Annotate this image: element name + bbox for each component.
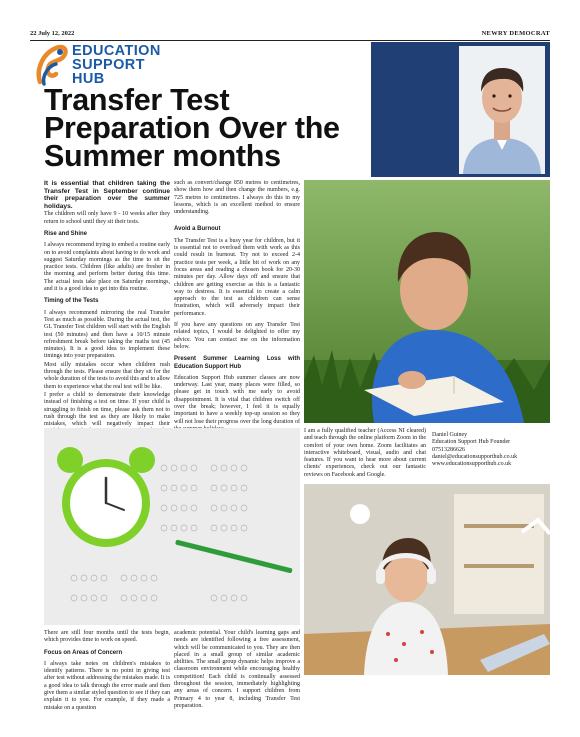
logo-line-3: HUB — [72, 71, 105, 87]
paragraph: There are still four months until the tests begin, which provides time to work on speed. — [44, 630, 170, 644]
page-header — [30, 29, 550, 41]
publication-name: NEWRY DEMOCRAT — [481, 30, 550, 37]
subheading-timing: Timing of the Tests — [44, 298, 99, 305]
logo-swirl-icon — [34, 42, 70, 86]
logo-line-2: SUPPORT — [72, 57, 145, 73]
subheading-areas-of-concern: Focus on Areas of Concern — [44, 649, 123, 656]
paragraph: The Transfer Test is a busy year for children, but it is essential not to overload them with work as this could result in burnout. Try not to exceed 2-4 practice tests per week, a little bit of work on any focus areas and reading a chosen book for 20-30 minutes per day. Allow days off and ensure that children are getting exercise as this is a fantastic way to destress. It is essential to create a calm approach to the test as children can sense frustration, which will adversely impact their performance. — [174, 237, 300, 317]
paragraph: I prefer a child to demonstrate their knowledge instead of finishing a test on time. If your child is struggling to finish on time, please ask them not to rush through the test as they are likely to make mistakes, which will negatively impact their — [44, 391, 170, 428]
contact-website: www.educationsupporthub.co.uk — [432, 461, 512, 468]
author-portrait-photo — [459, 46, 545, 174]
paragraph: I always recommend mirroring the real Transfer Test as much as possible. During the actual test, the GL Transfer Test children will start with the English test (50 minutes) and then have a 10/15 minute refreshment break before taking the maths test (45 minutes). It is a good idea to implement these timings into your preparation. — [44, 309, 170, 360]
paragraph: Most silly mistakes occur when children rush through the tests. Please ensure that they sit for the whole duration of the tests to avoid this and to allow them to experience what the real test will be like. — [44, 361, 170, 390]
paragraph: I am a fully qualified teacher (Access NI cleared) and teach through the online platform Zoom in the comfort of your own home. Zoom facilitates an interactive whiteboard, visual, audio and chat features. If you want to hear more about current clients' experiences, check out our fantastic reviews on Facebook and Google. — [304, 428, 426, 478]
page-date: 22 July 12, 2022 — [30, 30, 75, 37]
contact-phone: 07513286626 — [432, 446, 465, 453]
subheading-summer-learning: Present Summer Learning Loss with Education Support Hub — [174, 356, 300, 370]
article-headline: Transfer Test Preparation Over the Summer months — [44, 83, 340, 173]
boy-reading-photo — [304, 180, 550, 423]
paragraph: Education Support Hub summer classes are now underway. Last year, many places were filled, so please get in touch with me early to avoid disappointment. It is vital that children switch off over the break; however, I feel it is equally important to have a weekly top-up session so they will not lose their progress over the long duration of — [174, 374, 300, 425]
paragraph: such as convert/change 850 metres to centimetres, show them how and then change the numbers, e.g. 725 metres to centimetres. I always do this in my lessons, which is an excellent method to ensure understanding. — [174, 180, 300, 216]
contact-email: daniel@educationsupporthub.co.uk — [432, 453, 518, 460]
logo-line-1: EDUCATION — [72, 43, 161, 59]
subheading-avoid-burnout: Avoid a Burnout — [174, 226, 221, 233]
paragraph: I always recommend trying to embed a routine early on to avoid complaints about having to do work and suggest Saturday mornings as the time to sit the practice tests. Children (like adults) are fresher in the morning and perform better during this time. The actual tests take place on Saturday mornings, and it is a good idea to get into this routine. — [44, 242, 170, 293]
article-column-3 — [304, 428, 426, 480]
contact-role: Education Support Hub Founder — [432, 439, 511, 446]
subheading-rise-and-shine: Rise and Shine — [44, 230, 88, 237]
paragraph: The children will only have 9 - 10 weeks after they return to school until they sit their tests. — [44, 211, 170, 225]
article-column-6 — [174, 630, 300, 711]
paragraph: academic potential. Your child's learning gaps and needs are identified following a free assessment, which will be communicated to you. They are then placed in a small group of similar academic abilities. The small group dynamic helps improve a classroom environment while encouraging healthy competition! Each child is continually assessed throughout the session, immediately highlighting any areas of concern. I support children from Primary 4 to year 8, including Transfer Test preparation. — [174, 630, 300, 709]
contact-name: Daniel Guiney — [432, 432, 468, 438]
article-column-5 — [44, 630, 170, 713]
paragraph: I always take notes on children's mistakes to identify patterns. There is no point in giving test after test without addressing the mistakes made. It is a good idea to talk through the error made and then give them a similar styled question to see if they can explain it to you. For example, if they made a mistake on a question — [44, 660, 170, 711]
lead-paragraph: It is essential that children taking the Transfer Test in September continue their preparation over the summer holidays. — [44, 180, 170, 210]
girl-online-class-photo — [304, 484, 550, 675]
article-column-2 — [174, 180, 300, 450]
alarm-clock-test-sheet-photo — [44, 428, 300, 625]
paragraph: If you have any questions on any Transfer Test related topics, I would be delighted to offer my advice. You can contact me on the information below. — [174, 322, 300, 350]
contact-details — [432, 432, 550, 468]
article-column-1 — [44, 180, 170, 451]
